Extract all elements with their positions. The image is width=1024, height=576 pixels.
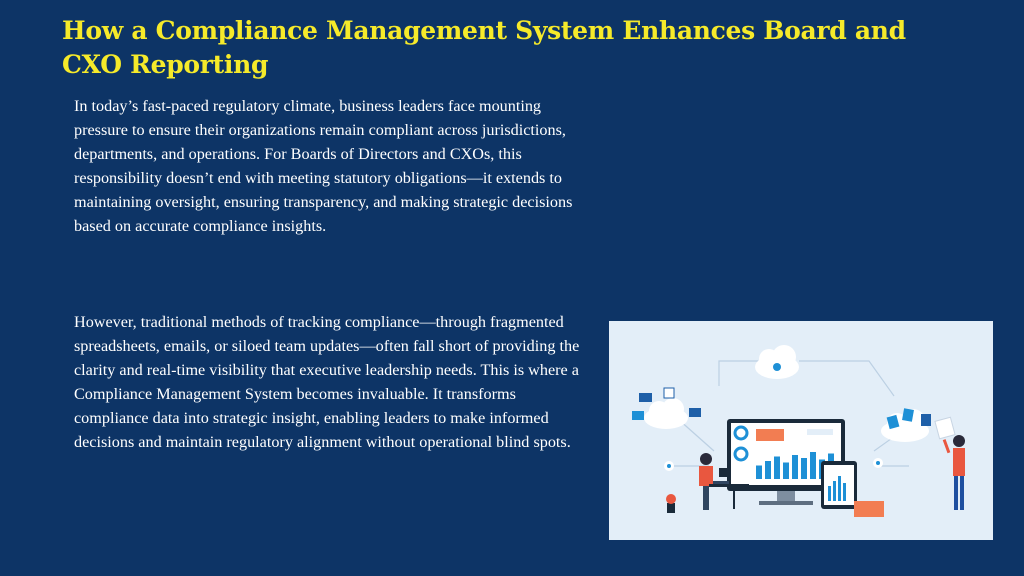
mail-icon	[639, 393, 652, 402]
standing-person	[943, 435, 965, 510]
intro-paragraph: In today’s fast-paced regulatory climate, business leaders face mounting pressure to ensure their organizations remain compliant across jurisdictions, departments, and operations. For Boards of Directors and CXOs, this responsibility doesn’t end with meeting statutory obligations—it extends to maintaining oversight, ensuring transparency, and making strategic decisions based on accurate compliance insights.	[74, 97, 573, 236]
chart-bar	[783, 463, 789, 480]
chart-bar	[801, 458, 807, 479]
document-icon	[902, 408, 914, 422]
folder-icon	[689, 408, 701, 417]
video-icon	[632, 411, 644, 420]
chart-bar	[792, 455, 798, 479]
slide-title: How a Compliance Management System Enhances Board and CXO Reporting	[62, 16, 906, 79]
calendar-icon	[664, 388, 674, 398]
chart-bar	[765, 461, 771, 479]
chart-bar	[774, 457, 780, 480]
report-icon	[935, 417, 955, 439]
document-icon	[921, 414, 931, 426]
plant-icon	[667, 503, 675, 513]
second-paragraph: However, traditional methods of tracking compliance—through fragmented spreadsheets, emails, or siloed team updates—often fall short of providing the clarity and real-time visibility that executive leadership needs. This is where a Compliance Management System becomes invaluable. It transforms compliance data into strategic insight, enabling leaders to make informed decisions and maintain regulatory alignment without operational blind spots.	[74, 313, 580, 452]
chart-bar	[756, 466, 762, 480]
folder-icon	[854, 501, 884, 517]
chart-bar	[810, 452, 816, 479]
compliance-dashboard-illustration	[609, 321, 993, 540]
illustration-svg	[609, 321, 993, 540]
cloud-icon	[755, 345, 799, 379]
cloud-icon	[644, 398, 688, 429]
